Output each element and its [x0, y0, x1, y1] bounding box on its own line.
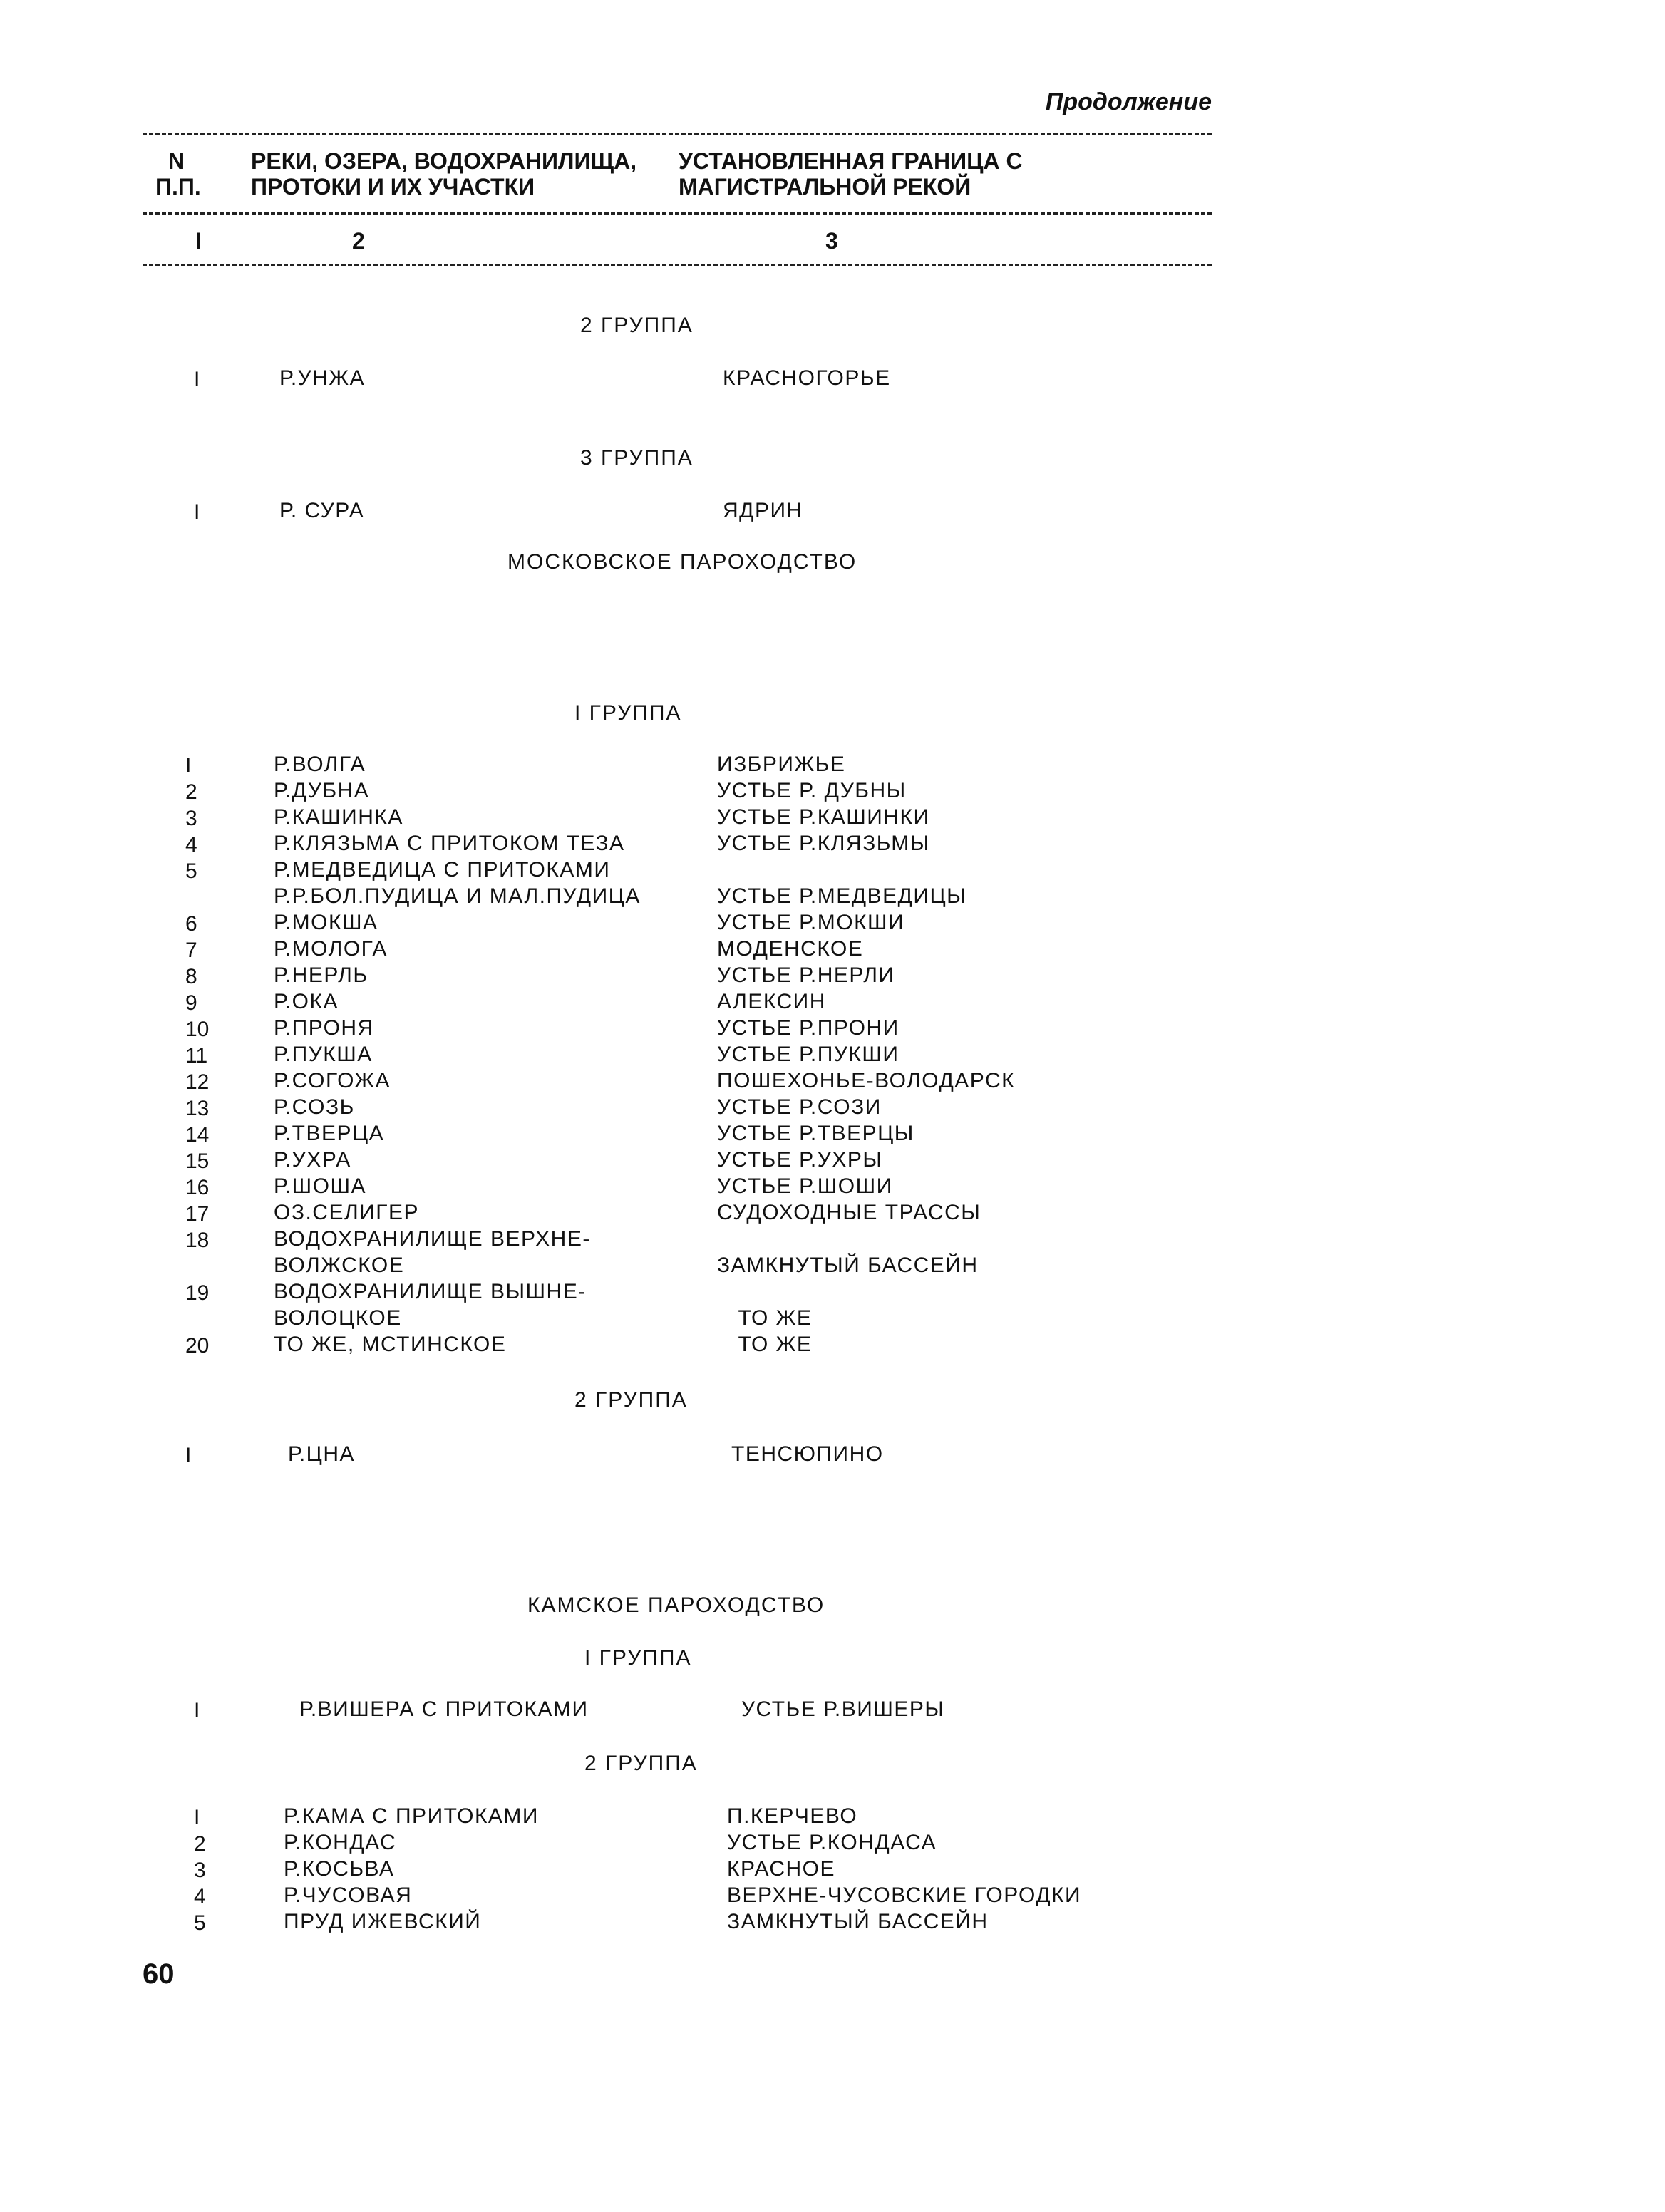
row-boundary: УСТЬЕ Р. ДУБНЫ	[717, 779, 907, 802]
header-bottom-rule	[143, 264, 1212, 266]
row-number: I	[194, 1806, 200, 1829]
row-waterway: Р.КЛЯЗЬМА С ПРИТОКОМ ТЕЗА	[274, 832, 625, 855]
row-waterway: Р.УХРА	[274, 1148, 351, 1172]
row-waterway: Р.КАМА С ПРИТОКАМИ	[284, 1804, 539, 1828]
row-waterway: Р.ВИШЕРА С ПРИТОКАМИ	[299, 1697, 589, 1721]
row-number: 2	[185, 780, 197, 804]
row-waterway: Р.МЕДВЕДИЦА С ПРИТОКАМИ	[274, 858, 611, 882]
row-number: 15	[185, 1149, 210, 1173]
row-number: 3	[194, 1859, 206, 1882]
row-number: 9	[185, 991, 197, 1015]
row-waterway: Р.ЧУСОВАЯ	[284, 1883, 413, 1907]
row-boundary: УСТЬЕ Р.ТВЕРЦЫ	[717, 1122, 914, 1145]
row-boundary: УСТЬЕ Р.СОЗИ	[717, 1095, 882, 1119]
row-number: 4	[194, 1885, 206, 1908]
row-boundary: УСТЬЕ Р.ВИШЕРЫ	[741, 1697, 945, 1721]
row-boundary: ЗАМКНУТЫЙ БАССЕЙН	[727, 1910, 989, 1933]
row-number: 3	[185, 807, 197, 830]
row-boundary: УСТЬЕ Р.ШОШИ	[717, 1174, 893, 1198]
row-waterway: ВОЛЖСКОЕ	[274, 1254, 405, 1277]
row-boundary: ТО ЖЕ	[717, 1333, 813, 1356]
row-waterway: Р.ПРОНЯ	[274, 1016, 374, 1040]
row-boundary: УСТЬЕ Р.УХРЫ	[717, 1148, 883, 1172]
section-title: КАМСКОЕ ПАРОХОДСТВО	[527, 1593, 825, 1617]
row-waterway: Р.ВОЛГА	[274, 753, 366, 776]
row-waterway: Р.МОЛОГА	[274, 937, 388, 961]
header-col2-line1: РЕКИ, ОЗЕРА, ВОДОХРАНИЛИЩА,	[251, 148, 637, 174]
row-waterway: Р.ПУКША	[274, 1043, 373, 1066]
row-number: 5	[194, 1911, 206, 1935]
row-boundary: ТЕНСЮПИНО	[731, 1442, 884, 1466]
row-boundary: ПОШЕХОНЬЕ-ВОЛОДАРСК	[717, 1069, 1016, 1092]
group-title: 2 ГРУППА	[574, 1388, 688, 1412]
row-boundary: УСТЬЕ Р.КАШИНКИ	[717, 805, 930, 829]
row-number: 17	[185, 1202, 210, 1226]
row-waterway: Р.СОГОЖА	[274, 1069, 391, 1092]
row-boundary: МОДЕНСКОЕ	[717, 937, 864, 961]
row-number: I	[194, 1699, 200, 1722]
row-boundary: ЯДРИН	[723, 499, 803, 522]
row-number: 14	[185, 1123, 210, 1147]
row-waterway: Р.УНЖА	[279, 366, 366, 390]
group-title: 3 ГРУППА	[580, 446, 694, 470]
header-col1-line1: N	[168, 148, 185, 174]
row-boundary: УСТЬЕ Р.НЕРЛИ	[717, 963, 895, 987]
row-boundary: УСТЬЕ Р.МОКШИ	[717, 911, 905, 934]
row-boundary: ИЗБРИЖЬЕ	[717, 753, 846, 776]
row-waterway: Р.Р.БОЛ.ПУДИЦА И МАЛ.ПУДИЦА	[274, 884, 641, 908]
header-col1-line2: П.П.	[155, 174, 201, 200]
row-waterway: Р.КАШИНКА	[274, 805, 403, 829]
header-col2-line2: ПРОТОКИ И ИХ УЧАСТКИ	[251, 174, 535, 200]
row-number: 4	[185, 833, 197, 857]
row-boundary: ТО ЖЕ	[717, 1306, 813, 1330]
row-number: 16	[185, 1176, 210, 1199]
column-number-2: 2	[352, 228, 365, 254]
row-number: 13	[185, 1097, 210, 1120]
row-boundary: УСТЬЕ Р.КОНДАСА	[727, 1831, 937, 1854]
row-boundary: УСТЬЕ Р.МЕДВЕДИЦЫ	[717, 884, 967, 908]
row-waterway: Р.КОСЬВА	[284, 1857, 395, 1881]
row-number: I	[185, 1444, 192, 1467]
row-number: 20	[185, 1334, 210, 1358]
header-col3-line2: МАГИСТРАЛЬНОЙ РЕКОЙ	[679, 174, 971, 200]
group-title: 2 ГРУППА	[580, 314, 694, 337]
row-waterway: ОЗ.СЕЛИГЕР	[274, 1201, 419, 1224]
column-number-1: I	[195, 228, 202, 254]
header-top-rule	[143, 133, 1212, 135]
row-boundary: УСТЬЕ Р.ПРОНИ	[717, 1016, 899, 1040]
row-boundary: АЛЕКСИН	[717, 990, 826, 1013]
row-boundary: УСТЬЕ Р.КЛЯЗЬМЫ	[717, 832, 930, 855]
row-waterway: ТО ЖЕ, МСТИНСКОЕ	[274, 1333, 507, 1356]
row-number: 11	[185, 1044, 208, 1068]
row-waterway: Р.ШОША	[274, 1174, 367, 1198]
row-number: I	[185, 754, 192, 777]
row-waterway: ПРУД ИЖЕВСКИЙ	[284, 1910, 482, 1933]
row-number: 8	[185, 965, 197, 988]
row-number: 19	[185, 1281, 210, 1305]
row-boundary: ВЕРХНЕ-ЧУСОВСКИЕ ГОРОДКИ	[727, 1883, 1082, 1907]
row-waterway: Р.ТВЕРЦА	[274, 1122, 385, 1145]
header-col3-line1: УСТАНОВЛЕННАЯ ГРАНИЦА С	[679, 148, 1023, 174]
group-title: I ГРУППА	[574, 701, 682, 725]
row-number: 2	[194, 1832, 206, 1856]
row-waterway: Р.ЦНА	[288, 1442, 356, 1466]
row-waterway: Р.НЕРЛЬ	[274, 963, 368, 987]
row-boundary: П.КЕРЧЕВО	[727, 1804, 858, 1828]
group-title: I ГРУППА	[584, 1646, 692, 1670]
row-waterway: ВОДОХРАНИЛИЩЕ ВЕРХНЕ-	[274, 1227, 591, 1251]
row-waterway: Р. СУРА	[279, 499, 365, 522]
row-number: I	[194, 368, 200, 391]
row-number: I	[194, 500, 200, 524]
row-number: 5	[185, 859, 197, 883]
column-number-3: 3	[825, 228, 838, 254]
row-waterway: Р.МОКША	[274, 911, 378, 934]
row-waterway: Р.СОЗЬ	[274, 1095, 355, 1119]
row-number: 18	[185, 1229, 210, 1252]
header-mid-rule	[143, 212, 1212, 215]
row-boundary: СУДОХОДНЫЕ ТРАССЫ	[717, 1201, 981, 1224]
page-number: 60	[143, 1958, 175, 1990]
group-title: 2 ГРУППА	[584, 1752, 698, 1775]
section-title: МОСКОВСКОЕ ПАРОХОДСТВО	[507, 550, 857, 574]
row-waterway: ВОДОХРАНИЛИЩЕ ВЫШНЕ-	[274, 1280, 587, 1303]
row-waterway: Р.ДУБНА	[274, 779, 370, 802]
row-waterway: ВОЛОЦКОЕ	[274, 1306, 402, 1330]
row-waterway: Р.ОКА	[274, 990, 339, 1013]
row-number: 7	[185, 939, 197, 962]
row-boundary: КРАСНОГОРЬЕ	[723, 366, 891, 390]
continuation-label: Продолжение	[1045, 88, 1212, 115]
row-waterway: Р.КОНДАС	[284, 1831, 397, 1854]
row-number: 10	[185, 1018, 210, 1041]
row-boundary: УСТЬЕ Р.ПУКШИ	[717, 1043, 899, 1066]
row-number: 12	[185, 1070, 210, 1094]
row-number: 6	[185, 912, 197, 936]
row-boundary: КРАСНОЕ	[727, 1857, 836, 1881]
row-boundary: ЗАМКНУТЫЙ БАССЕЙН	[717, 1254, 979, 1277]
